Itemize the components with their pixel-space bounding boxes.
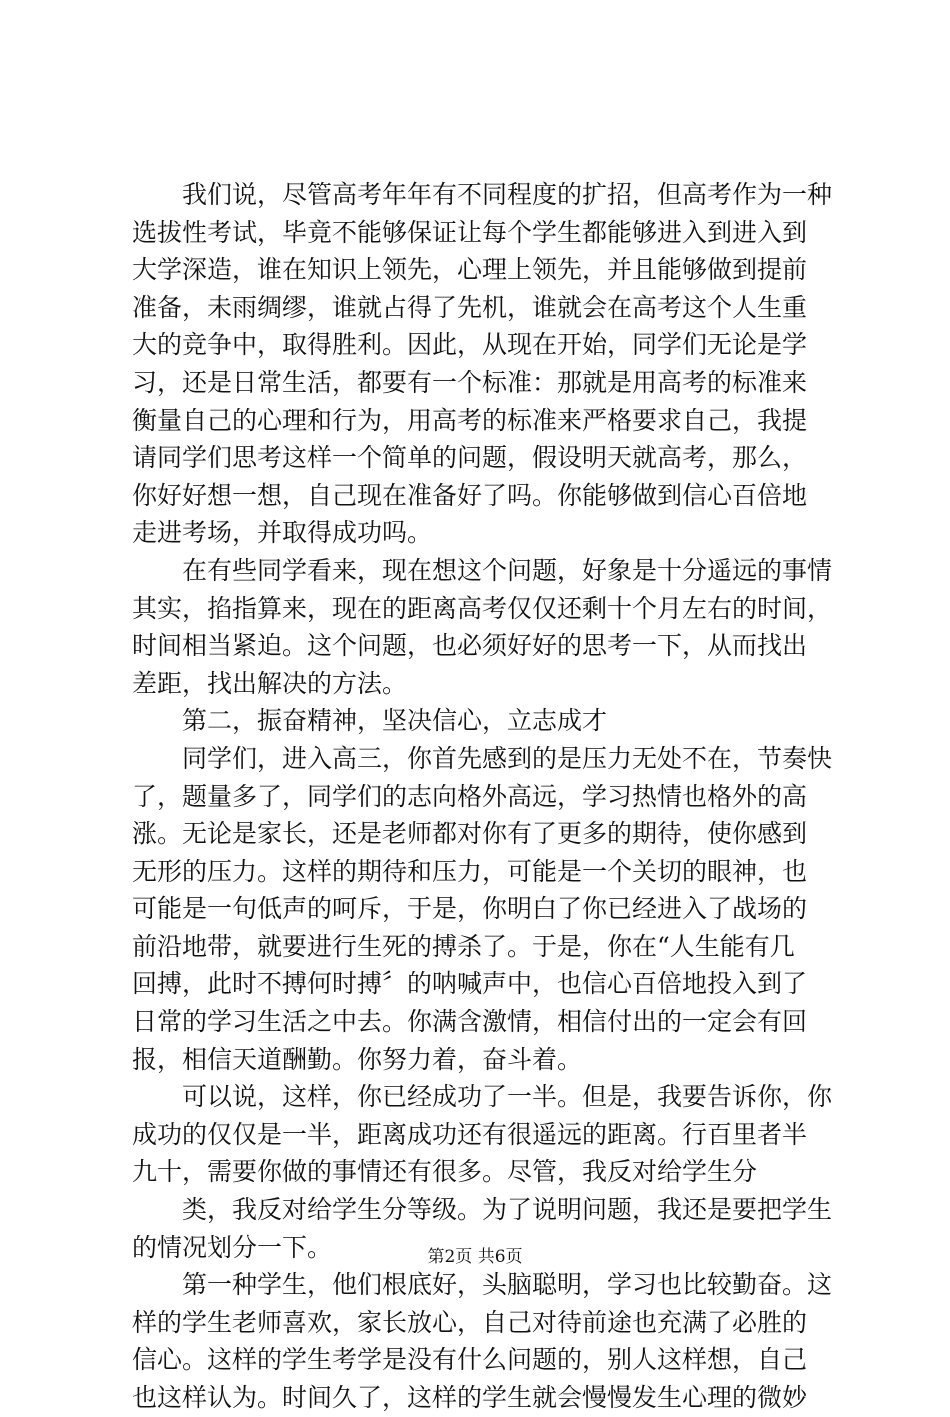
text-line: 涨。无论是家长，还是老师都对你有了更多的期待，使你感到 <box>132 819 808 849</box>
text-line: 大学深造，谁在知识上领先，心理上领先，并且能够做到提前 <box>132 255 808 285</box>
text-line: 在有些同学看来，现在想这个问题，好象是十分遥远的事情 <box>182 555 833 585</box>
text-line: 可能是一句低声的呵斥，于是，你明白了你已经进入了战场的 <box>132 894 808 924</box>
text-line: 我们说，尽管高考年年有不同程度的扩招，但高考作为一种 <box>182 180 833 209</box>
text-line: 第一种学生，他们根底好，头脑聪明，学习也比较勤奋。这 <box>182 1270 833 1300</box>
text-line: 样的学生老师喜欢，家长放心，自己对待前途也充满了必胜的 <box>132 1307 808 1337</box>
text-line: 了，题量多了，同学们的志向格外高远，学习热情也格外的高 <box>132 781 808 811</box>
body-text <box>132 176 832 1417</box>
text-line: 选拔性考试，毕竟不能够保证让每个学生都能够进入到进入到 <box>132 217 808 247</box>
text-line: 类，我反对给学生分等级。为了说明问题，我还是要把学生 <box>182 1195 833 1225</box>
text-line: 报，相信天道酬勤。你努力着，奋斗着。 <box>132 1044 583 1074</box>
text-line: 大的竞争中，取得胜利。因此，从现在开始，同学们无论是学 <box>132 330 808 360</box>
text-line: 习，还是日常生活，都要有一个标准：那就是用高考的标准来 <box>132 367 808 397</box>
text-line: 无形的压力。这样的期待和压力，可能是一个关切的眼神，也 <box>132 856 808 886</box>
text-line: 其实，掐指算来，现在的距离高考仅仅还剩十个月左右的时间， <box>132 593 833 623</box>
text-line: 九十，需要你做的事情还有很多。尽管，我反对给学生分 <box>132 1157 758 1187</box>
text-line: 差距，找出解决的方法。 <box>132 668 408 698</box>
text-line: 走进考场，并取得成功吗。 <box>132 518 433 548</box>
text-line: 第二，振奋精神，坚决信心，立志成才 <box>182 706 608 736</box>
text-line: 同学们，进入高三，你首先感到的是压力无处不在，节奏快 <box>182 743 833 773</box>
text-line: 你好好想一想，自己现在准备好了吗。你能够做到信心百倍地 <box>132 480 808 510</box>
text-line: 也这样认为。时间久了，这样的学生就会慢慢发生心理的微妙 <box>132 1383 808 1412</box>
text-line: 日常的学习生活之中去。你满含激情，相信付出的一定会有回 <box>132 1007 808 1037</box>
text-line: 回搏，此时不搏何时搏〞的呐喊声中，也信心百倍地投入到了 <box>132 969 808 999</box>
text-line: 准备，未雨绸缪，谁就占得了先机，谁就会在高考这个人生重 <box>132 292 808 322</box>
page-footer: 第2页 共6页 <box>427 1247 523 1267</box>
text-line: 成功的仅仅是一半，距离成功还有很遥远的距离。行百里者半 <box>132 1119 808 1149</box>
text-line: 可以说，这样，你已经成功了一半。但是，我要告诉你，你 <box>182 1082 833 1112</box>
text-line: 时间相当紧迫。这个问题，也必须好好的思考一下，从而找出 <box>132 631 808 661</box>
text-line: 前沿地带，就要进行生死的搏杀了。于是，你在“人生能有几 <box>132 931 795 961</box>
text-line: 信心。这样的学生考学是没有什么问题的，别人这样想，自己 <box>132 1345 808 1375</box>
text-line: 请同学们思考这样一个简单的问题，假设明天就高考，那么， <box>132 443 808 473</box>
text-line: 的情况划分一下。 <box>132 1232 333 1262</box>
text-line: 衡量自己的心理和行为，用高考的标准来严格要求自己，我提 <box>132 405 808 435</box>
